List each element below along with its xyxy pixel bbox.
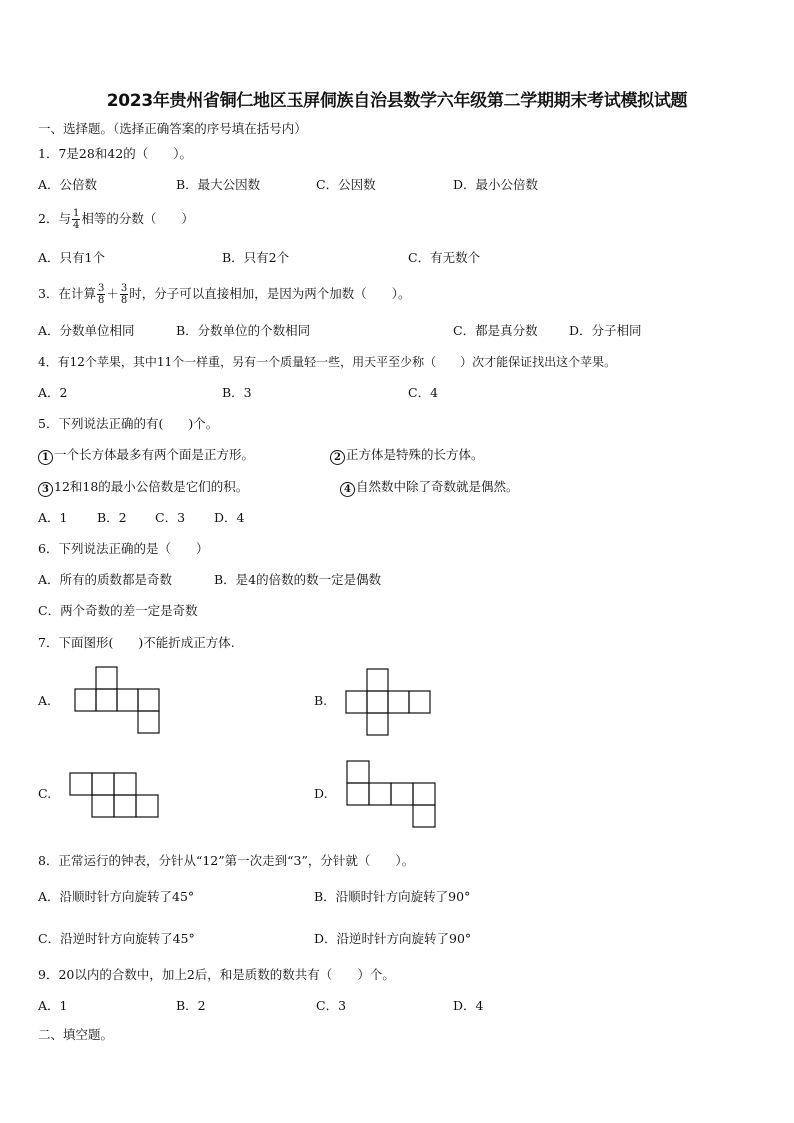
q3-fraction-2-denominator: 8 [120, 295, 128, 306]
q7-net-c[interactable] [66, 771, 162, 821]
q5-statement-2-number: 2 [330, 450, 345, 465]
q6-option-a[interactable]: A．所有的质数都是奇数 [38, 572, 173, 587]
q7-net-b[interactable] [342, 667, 434, 737]
q7-option-c-label[interactable]: C. [38, 786, 52, 801]
q6-option-b[interactable]: B．是4的倍数的数一定是偶数 [214, 572, 382, 587]
exam-title: 2023年贵州省铜仁地区玉屏侗族自治县数学六年级第二学期期末考试模拟试题 [106, 91, 688, 111]
question-7: 7．下面图形( )不能折成正方体. [38, 635, 235, 650]
q5-statement-1-text: 一个长方体最多有两个面是正方形。 [54, 447, 255, 462]
q5-option-c[interactable]: C．3 [155, 510, 186, 525]
q4-option-a[interactable]: A．2 [38, 385, 68, 400]
q3-fraction-2-numerator: 3 [120, 283, 128, 294]
q3-option-c[interactable]: C．都是真分数 [453, 323, 538, 338]
q7-option-d-label[interactable]: D. [314, 786, 328, 801]
q9-option-d[interactable]: D．4 [453, 998, 484, 1013]
q3-plus-sign: ＋ [106, 286, 119, 301]
q6-option-c[interactable]: C．两个奇数的差一定是奇数 [38, 603, 198, 618]
q8-option-d[interactable]: D．沿逆时针方向旋转了90° [314, 931, 472, 946]
q3-prefix: 3．在计算 [38, 286, 96, 301]
q5-statement-4-text: 自然数中除了奇数就是偶然。 [356, 479, 519, 494]
q5-statement-4 [340, 479, 519, 497]
q7-option-b-label[interactable]: B. [314, 693, 328, 708]
question-4: 4．有12个苹果，其中11个一样重，另有一个质量轻一些，用天平至少称（ ）次才能保证找出这个苹果。 [38, 355, 617, 369]
q7-net-d[interactable] [343, 759, 439, 831]
q9-option-c[interactable]: C．3 [316, 998, 347, 1013]
q2-prefix: 2．与 [38, 211, 71, 226]
q5-statement-2 [330, 447, 484, 465]
q5-statement-3-number: 3 [38, 482, 53, 497]
q5-statement-1 [38, 447, 254, 465]
q7-option-a-label[interactable]: A. [38, 693, 52, 708]
question-6: 6．下列说法正确的是（ ） [38, 541, 209, 556]
q5-statement-2-text: 正方体是特殊的长方体。 [346, 447, 484, 462]
q2-option-c[interactable]: C．有无数个 [408, 250, 481, 265]
q3-option-d[interactable]: D．分子相同 [569, 323, 642, 338]
q9-option-b[interactable]: B．2 [176, 998, 206, 1013]
q5-option-d[interactable]: D．4 [214, 510, 245, 525]
section-2-heading: 二、填空题。 [38, 1027, 114, 1042]
section-1-heading: 一、选择题。（选择正确答案的序号填在括号内） [38, 121, 307, 136]
q5-statement-3-text: 12和18的最小公倍数是它们的积。 [54, 479, 249, 494]
q3-fraction-1-numerator: 3 [97, 283, 105, 294]
q2-option-a[interactable]: A．只有1个 [38, 250, 105, 265]
q3-fraction-1 [97, 283, 105, 306]
q2-suffix: 相等的分数（ ） [81, 211, 194, 226]
q4-option-c[interactable]: C．4 [408, 385, 439, 400]
q2-option-b[interactable]: B．只有2个 [222, 250, 290, 265]
question-9: 9．20以内的合数中，加上2后，和是质数的数共有（ ）个。 [38, 967, 395, 982]
q1-option-d[interactable]: D．最小公倍数 [453, 177, 539, 192]
q3-fraction-1-denominator: 8 [97, 295, 105, 306]
q1-option-c[interactable]: C．公因数 [316, 177, 376, 192]
q2-fraction-numerator: 1 [72, 208, 80, 219]
q3-option-a[interactable]: A．分数单位相同 [38, 323, 135, 338]
q3-option-b[interactable]: B．分数单位的个数相同 [176, 323, 311, 338]
q5-statement-4-number: 4 [340, 482, 355, 497]
question-1: 1．7是28和42的（ ）。 [38, 146, 192, 161]
question-8: 8．正常运行的钟表，分针从“12”第一次走到“3”，分针就（ ）。 [38, 853, 415, 868]
q4-option-b[interactable]: B．3 [222, 385, 252, 400]
q5-statement-3 [38, 479, 248, 497]
q3-fraction-2 [120, 283, 128, 306]
q2-fraction [72, 208, 80, 231]
q5-statement-1-number: 1 [38, 450, 53, 465]
q1-option-a[interactable]: A．公倍数 [38, 177, 98, 192]
q8-option-c[interactable]: C．沿逆时针方向旋转了45° [38, 931, 195, 946]
q7-net-a[interactable] [70, 665, 162, 735]
q2-fraction-denominator: 4 [72, 220, 80, 231]
q1-option-b[interactable]: B．最大公因数 [176, 177, 261, 192]
question-2 [38, 204, 194, 234]
question-5: 5．下列说法正确的有( )个。 [38, 416, 219, 431]
q8-option-a[interactable]: A．沿顺时针方向旋转了45° [38, 889, 195, 904]
q3-suffix: 时，分子可以直接相加，是因为两个加数（ ）。 [129, 286, 411, 301]
q8-option-b[interactable]: B．沿顺时针方向旋转了90° [314, 889, 471, 904]
q5-option-b[interactable]: B．2 [97, 510, 127, 525]
question-3 [38, 279, 410, 309]
q9-option-a[interactable]: A．1 [38, 998, 68, 1013]
q5-option-a[interactable]: A．1 [38, 510, 68, 525]
